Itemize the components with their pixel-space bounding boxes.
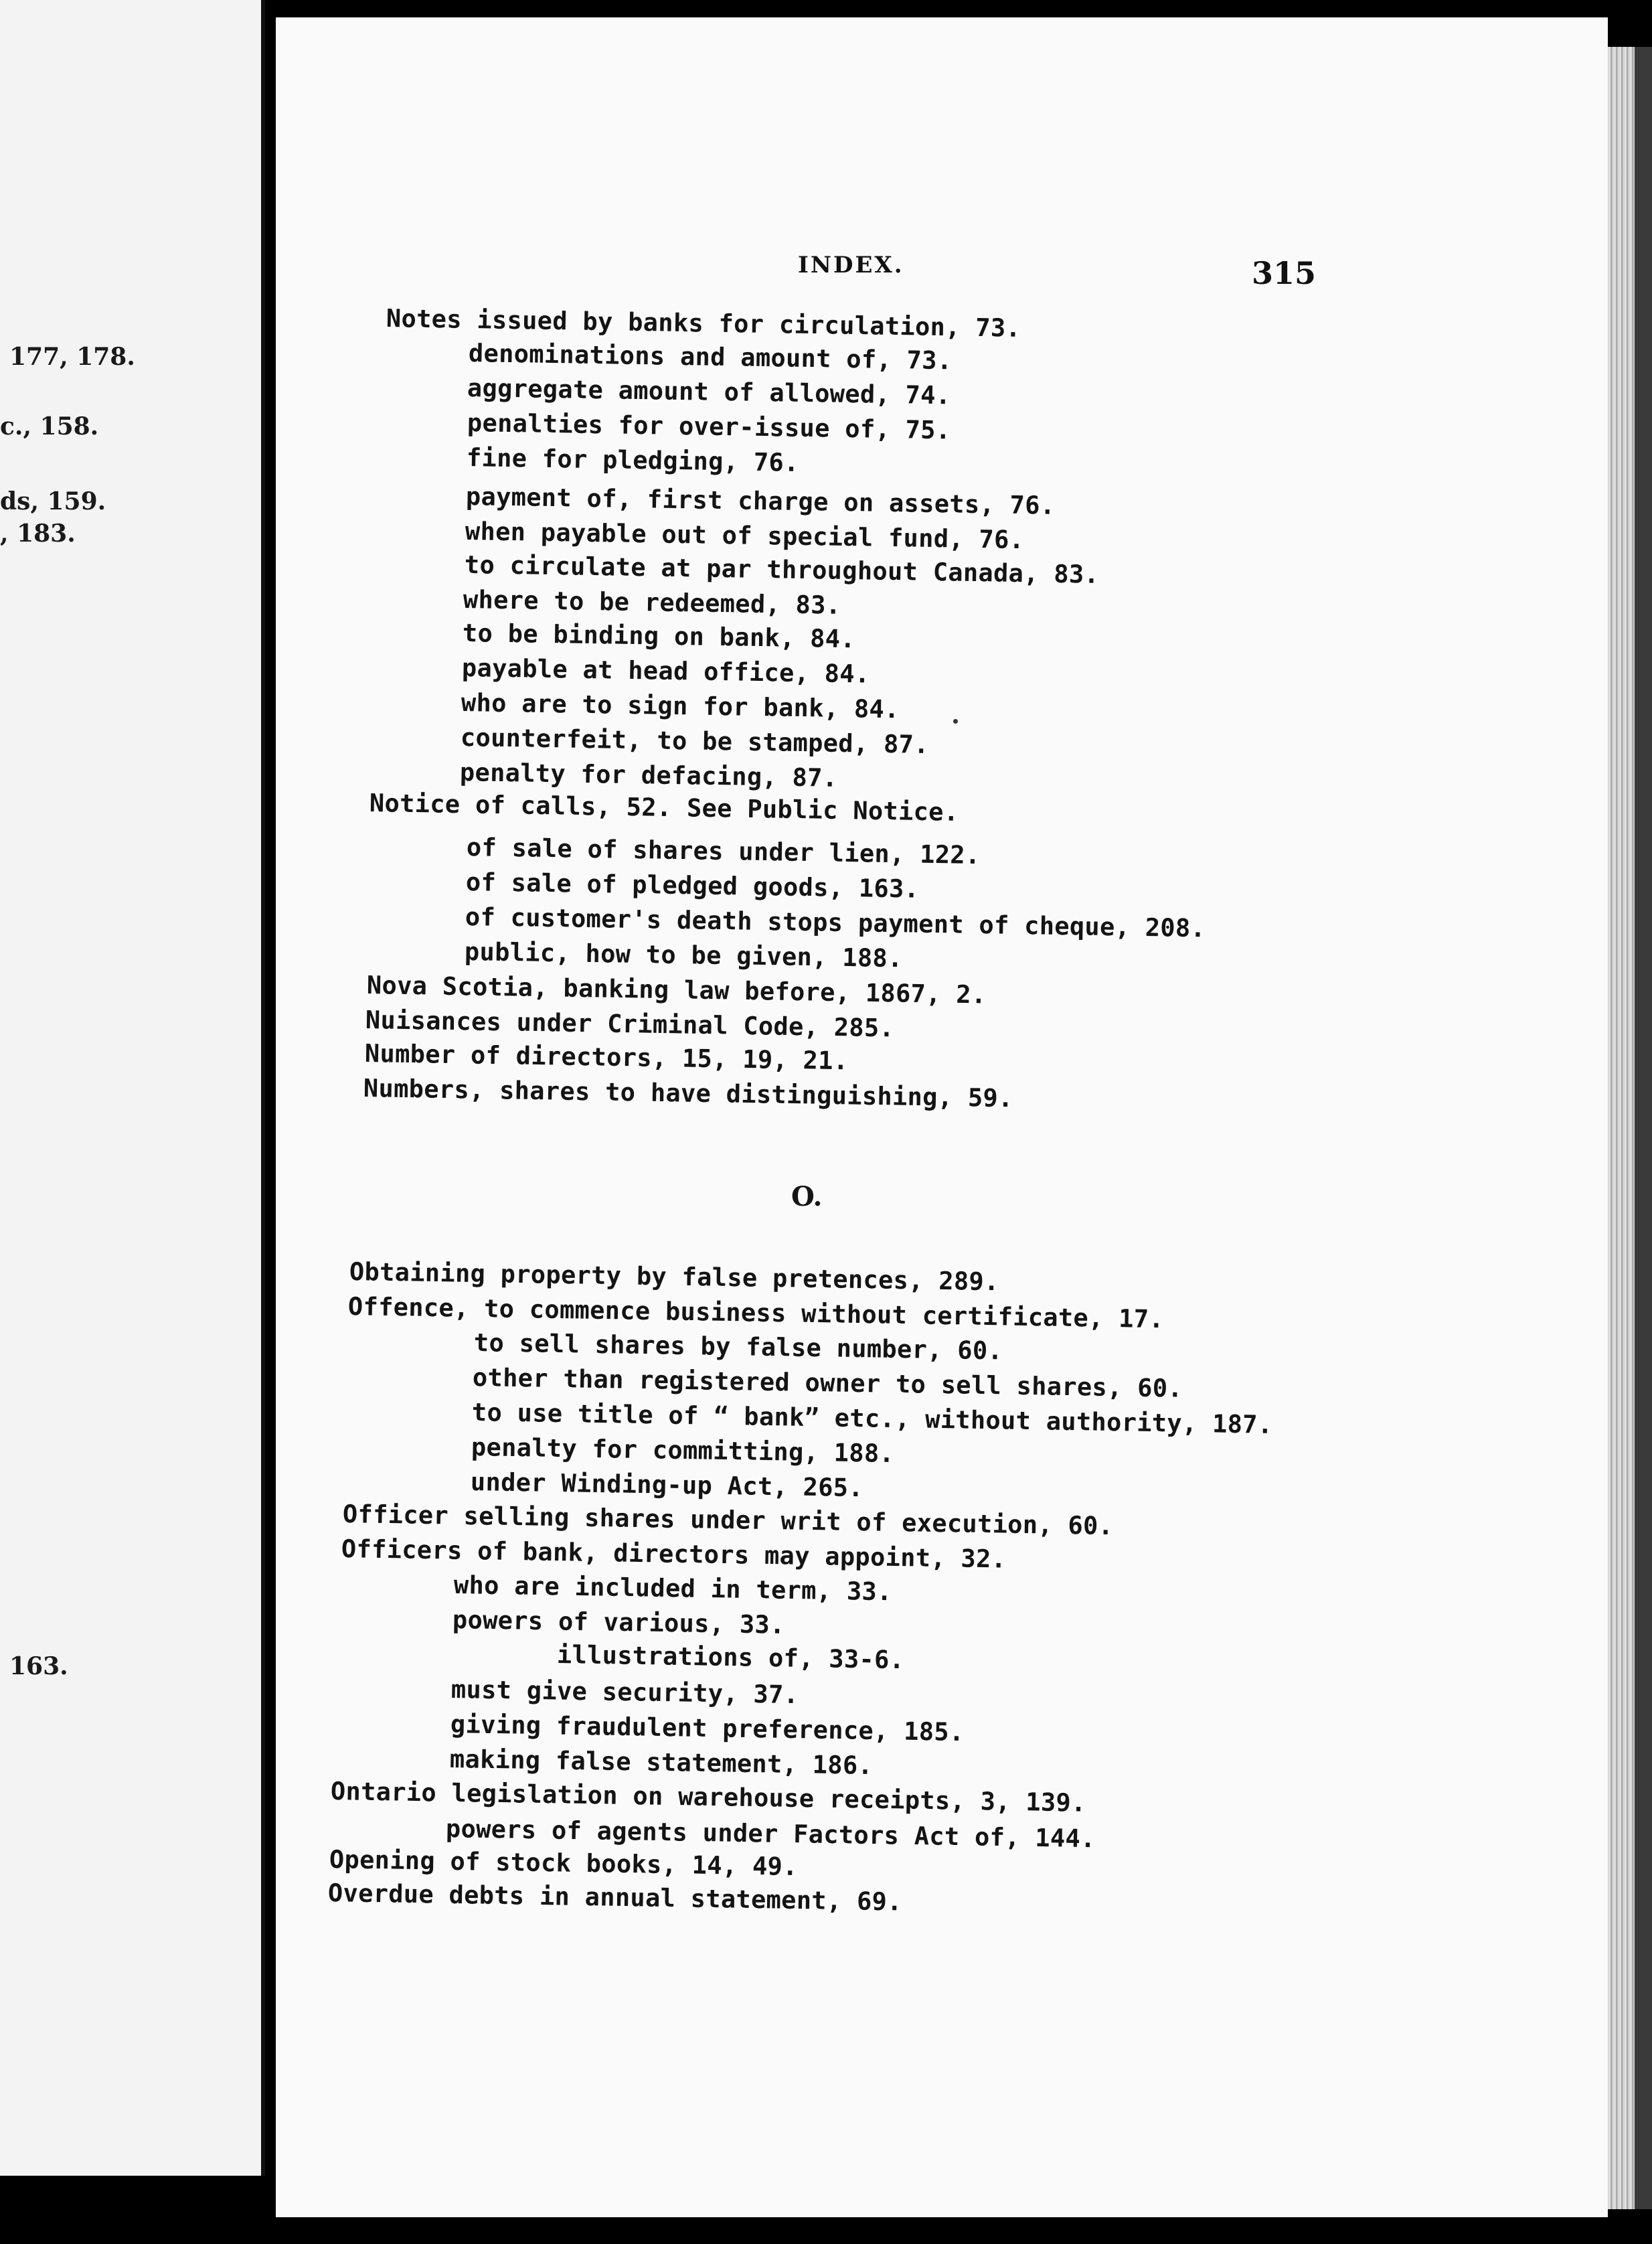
page-edge [1608,47,1635,2209]
page-number: 315 [1252,255,1317,291]
index-subentry: of sale of shares under lien, 122. [466,833,981,870]
index-entry: Offence, to commence business without certificate, 17. [347,1292,1165,1334]
index-entry: Nuisances under Criminal Code, 285. [365,1006,895,1043]
index-entry: Ontario legislation on warehouse receipts, 3, 139. [330,1777,1086,1818]
index-subentry: where to be redeemed, 83. [463,585,841,620]
index-subentry: penalty for defacing, 87. [459,758,838,793]
index-entry: Officers of bank, directors may appoint, 32. [341,1534,1007,1574]
index-entry: Opening of stock books, 14, 49. [329,1845,799,1881]
index-subentry: penalty for committing, 188. [471,1433,895,1468]
index-subentry: illustrations of, 33-6. [556,1640,905,1675]
index-subentry: aggregate amount of allowed, 74. [467,374,951,410]
left-page-fragment [0,0,265,2176]
index-subentry: of customer's death stops payment of cheque, 208. [465,902,1206,943]
index-subentry: to circulate at par throughout Canada, 83. [464,550,1100,589]
index-subentry: penalties for over-issue of, 75. [467,408,951,445]
index-entry: Notice of calls, 52. See Public Notice. [369,789,959,827]
index-subentry: powers of agents under Factors Act of, 144. [445,1814,1096,1854]
section-letter: O. [791,1181,823,1212]
left-page-line: 177, 178. [9,343,135,371]
index-subentry: making false statement, 186. [449,1745,874,1780]
left-page-line: , 183. [0,519,76,548]
index-subentry: counterfeit, to be stamped, 87. [460,723,930,759]
index-subentry: payment of, first charge on assets, 76. [465,482,1056,520]
index-subentry: public, how to be given, 188. [464,937,903,973]
left-page-line: c., 158. [0,412,99,440]
page-edge-shadow [1635,47,1652,2209]
index-subentry: to be binding on bank, 84. [462,619,856,654]
index-subentry: powers of various, 33. [452,1605,785,1639]
index-subentry: when payable out of special fund, 76. [465,517,1025,555]
index-entry: Overdue debts in annual statement, 69. [327,1878,903,1917]
index-subentry: giving fraudulent preference, 185. [450,1710,965,1747]
index-subentry: who are to sign for bank, 84. [461,688,900,724]
index-entry: Notes issued by banks for circulation, 73. [386,304,1021,343]
index-subentry: denominations and amount of, 73. [468,339,953,376]
index-page [276,17,1608,2217]
index-subentry: payable at head office, 84. [461,653,870,689]
left-page-line: ds, 159. [0,487,106,515]
index-subentry: under Winding-up Act, 265. [470,1467,864,1503]
index-subentry: must give security, 37. [450,1675,799,1710]
index-subentry: fine for pledging, 76. [466,443,799,477]
index-subentry: to sell shares by false number, 60. [473,1328,1003,1366]
index-subentry: of sale of pledged goods, 163. [465,868,920,904]
index-entry: Nova Scotia, banking law before, 1867, 2. [366,971,987,1010]
running-head: INDEX. [798,252,904,278]
index-entry: Number of directors, 15, 19, 21. [364,1039,849,1076]
index-entry: Obtaining property by false pretences, 289. [349,1257,999,1297]
index-subentry: who are included in term, 33. [453,1571,892,1607]
left-page-line: 163. [9,1652,68,1680]
print-speck [953,719,958,724]
index-entry: Numbers, shares to have distinguishing, 59. [363,1074,1013,1113]
index-subentry: to use title of “ bank” etc., without authority, 187. [471,1398,1273,1439]
index-subentry: other than registered owner to sell shares, 60. [472,1363,1183,1403]
index-entry: Officer selling shares under writ of execution, 60. [342,1500,1114,1541]
